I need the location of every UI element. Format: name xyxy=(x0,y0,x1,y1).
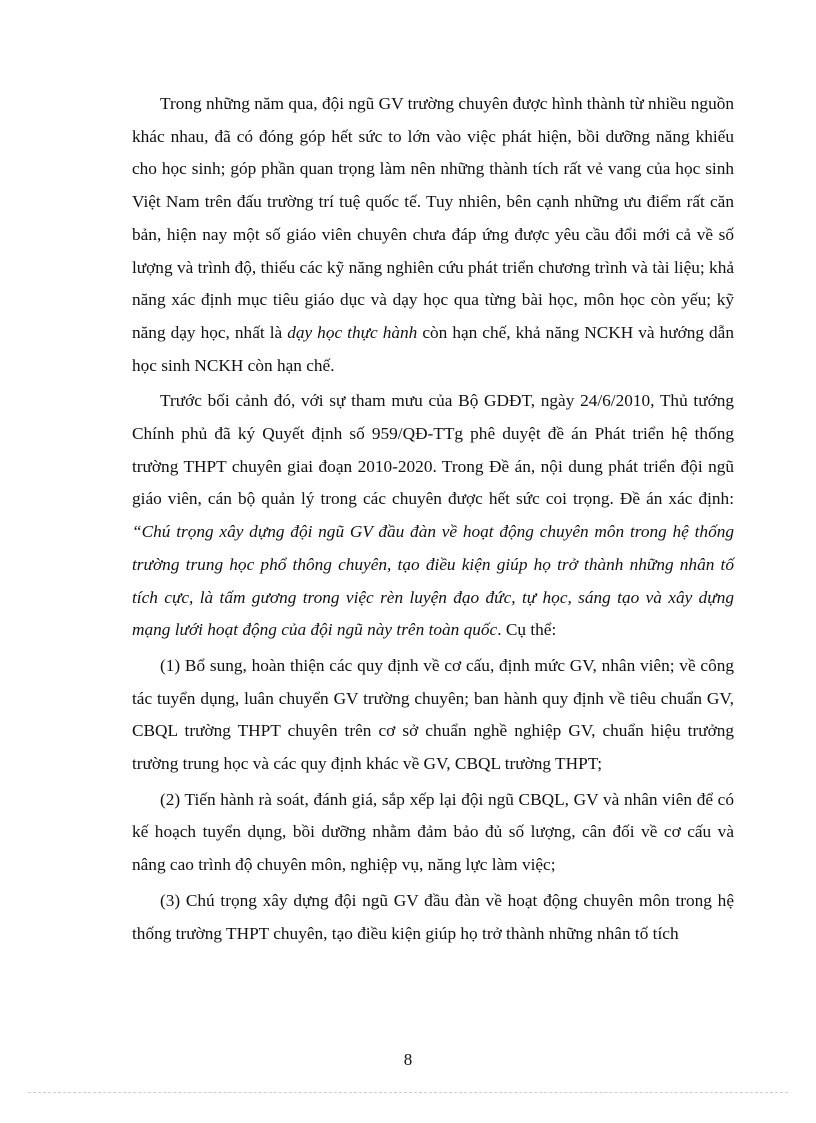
page-bottom-divider xyxy=(28,1092,788,1093)
paragraph-context-quote: “Chú trọng xây dựng đội ngũ GV đầu đàn về hoạt động chuyên môn trong hệ thống trường trung học phổ thông chuyên, tạo điều kiện giúp họ trở thành những nhân tố tích cực, là tấm gương trong việc rèn luyện đạo đức, tự học, sáng tạo và xây dựng mạng lưới hoạt động của đội ngũ này trên toàn quốc xyxy=(132,522,734,640)
list-item-1: (1) Bổ sung, hoàn thiện các quy định về cơ cấu, định mức GV, nhân viên; về công tác tuyển dụng, luân chuyển GV trường chuyên; ban hành quy định về tiêu chuẩn GV, CBQL trường THPT chuyên trên cơ sở chuẩn nghề nghiệp GV, chuẩn hiệu trưởng trường trung học và các quy định khác về GV, CBQL trường THPT; xyxy=(132,655,734,774)
list-item-2: (2) Tiến hành rà soát, đánh giá, sắp xếp lại đội ngũ CBQL, GV và nhân viên để có kế hoạch tuyển dụng, bồi dưỡng nhằm đảm bảo đủ số lượng, cân đối về cơ cấu và nâng cao trình độ chuyên môn, nghiệp vụ, năng lực làm việc; xyxy=(132,789,734,875)
paragraph-context-end: . Cụ thể: xyxy=(497,620,557,640)
paragraph-intro xyxy=(132,88,734,382)
list-item-3: (3) Chú trọng xây dựng đội ngũ GV đầu đàn về hoạt động chuyên môn trong hệ thống trường THPT chuyên, tạo điều kiện giúp họ trở thành những nhân tố tích xyxy=(132,890,734,943)
page-number: 8 xyxy=(403,1050,413,1069)
paragraph-intro-end: còn hạn chế, khả năng NCKH và hướng dẫn học sinh NCKH còn hạn chế. xyxy=(132,322,734,375)
document-body xyxy=(132,88,734,950)
paragraph-context-text: Trước bối cảnh đó, với sự tham mưu của Bộ GDĐT, ngày 24/6/2010, Thủ tướng Chính phủ đã ký Quyết định số 959/QĐ-TTg phê duyệt đề án Phát triển hệ thống trường THPT chuyên giai đoạn 2010-2020. Trong Đề án, nội dung phát triển đội ngũ giáo viên, cán bộ quản lý trong các chuyên được hết sức coi trọng. Đề án xác định: xyxy=(132,391,734,509)
paragraph-context xyxy=(132,385,734,647)
paragraph-intro-text: Trong những năm qua, đội ngũ GV trường chuyên được hình thành từ nhiều nguồn khác nhau, đã có đóng góp hết sức to lớn vào việc phát hiện, bồi dưỡng năng khiếu cho học sinh; góp phần quan trọng làm nên những thành tích rất vẻ vang của học sinh Việt Nam trên đấu trường trí tuệ quốc tế. Tuy nhiên, bên cạnh những ưu điểm rất căn bản, hiện nay một số giáo viên chuyên chưa đáp ứng được yêu cầu đổi mới cả về số lượng và trình độ, thiếu các kỹ năng nghiên cứu phát triển chương trình và tài liệu; khả năng xác định mục tiêu giáo dục và dạy học qua từng bài học, môn học còn yếu; kỹ năng dạy học, nhất là xyxy=(132,94,734,342)
paragraph-intro-italic: dạy học thực hành xyxy=(287,322,418,342)
